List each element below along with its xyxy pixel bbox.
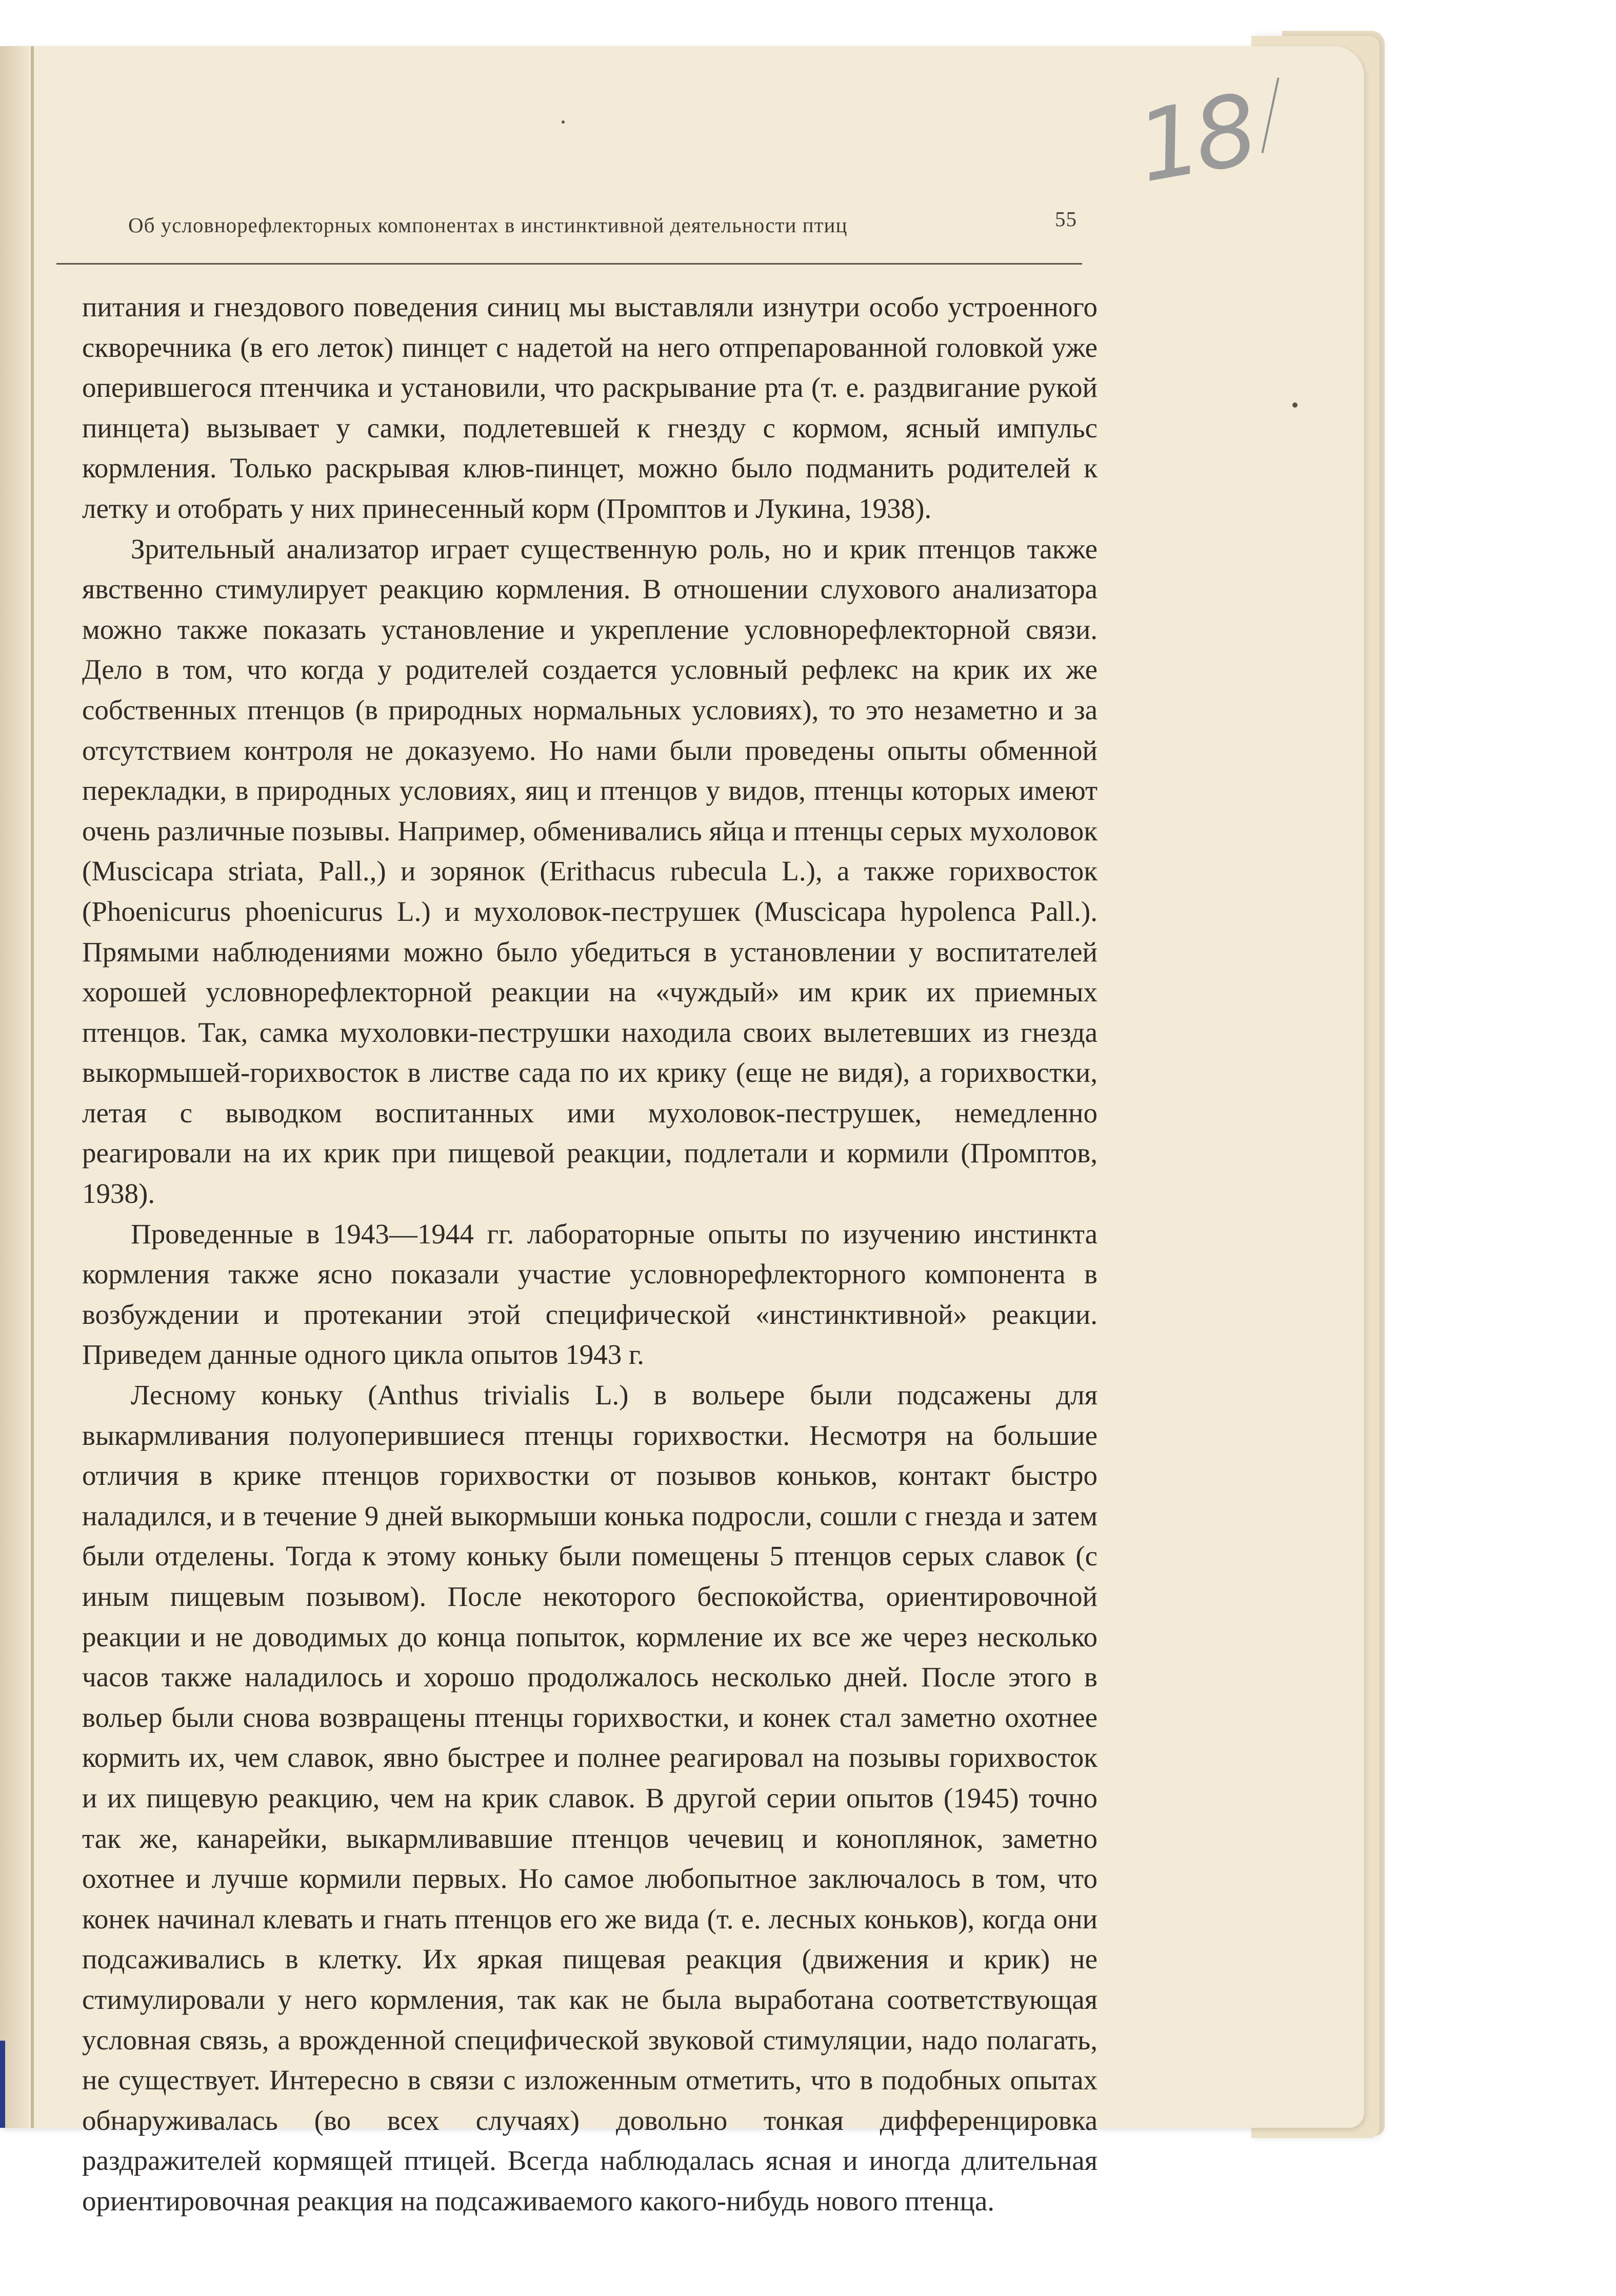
article-body	[82, 287, 1098, 2222]
paper-speck	[1292, 402, 1298, 408]
running-header	[128, 207, 1077, 244]
paragraph: Зрительный анализатор играет существенную роль, но и крик птенцов также явственно стимулирует реакцию кормления. В отношении слухового анализатора можно также показать установление и укрепление условнорефлекторной связи. Дело в том, что когда у родителей создается условный рефлекс на крик их же собственных птенцов (в природных нормальных условиях), то это незаметно и за отсутствием контроля не доказуемо. Но нами были проведены опыты обменной перекладки, в природных условиях, яиц и птенцов у видов, птенцы которых имеют очень различные позывы. Например, обменивались яйца и птенцы серых мухоловок (Muscicapa striata, Pall.,) и зорянок (Erithacus rubecula L.), а также горихвосток (Phoenicurus phoenicurus L.) и мухоловок-пеструшек (Muscicapa hypolenca Pall.). Прямыми наблюдениями можно было убедиться в установлении у воспитателей хорошей условнорефлекторной реакции на «чуждый» им крик их приемных птенцов. Так, самка мухоловки-пеструшки находила своих вылетевших из гнезда выкормышей-горихвосток в листве сада по их крику (еще не видя), а горихвостки, летая с выводком воспитанных ими мухоловок-пеструшек, немедленно реагировали на их крик при пищевой реакции, подлетали и кормили (Промптов, 1938).	[82, 533, 1098, 1210]
paper-speck	[562, 120, 565, 124]
page-number: 55	[1055, 207, 1077, 231]
paragraph: Лесному коньку (Anthus trivialis L.) в вольере были подсажены для выкармливания полуоперившиеся птенцы горихвостки. Несмотря на большие отличия в крике птенцов горихвостки от позывов коньков, контакт быстро наладился, и в течение 9 дней выкормыши конька подросли, сошли с гнезда и затем были отделены. Тогда к этому коньку были помещены 5 птенцов серых славок (с иным пищевым позывом). После некоторого беспокойства, ориентировочной реакции и не доводимых до конца попыток, кормление их все же через несколько часов также наладилось и хорошо продолжалось несколько дней. После этого в вольер были снова возвращены птенцы горихвостки, и конек стал заметно охотнее кормить их, чем славок, явно быстрее и полнее реагировал на позывы горихвосток и их пищевую реакцию, чем на крик славок. В другой серии опытов (1945) точно так же, канарейки, выкармливавшие птенцов чечевиц и коноплянок, заметно охотнее и лучше кормили первых. Но самое любопытное заключалось в том, что конек начинал клевать и гнать птенцов его же вида (т. е. лесных коньков), когда они подсаживались в клетку. Их яркая пищевая реакция (движения и крик) не стимулировали у него кормления, так как не была выработана соответствующая условная связь, а врожденной специфической звуковой стимуляции, надо полагать, не существует. Интересно в связи с изложенным отметить, что в подобных опытах обнаруживалась (во всех случаях) довольно тонкая дифференцировка раздражителей кормящей птицей. Всегда наблюдалась ясная и иногда длительная ориентировочная реакция на подсаживаемого какого-нибудь нового птенца.	[82, 1379, 1098, 2217]
cover-edge	[0, 2041, 5, 2128]
header-rule	[56, 263, 1082, 265]
binding-line	[31, 46, 34, 2128]
paragraph: Проведенные в 1943—1944 гг. лабораторные опыты по изучению инстинкта кормления также ясно показали участие условнорефлекторного компонента в возбуждении и протекании этой специфической «инстинктивной» реакции. Приведем данные одного цикла опытов 1943 г.	[82, 1218, 1098, 1371]
pencil-annotation: 18	[1129, 72, 1261, 205]
paragraph: питания и гнездового поведения синиц мы выставляли изнутри особо устроенного скворечника (в его леток) пинцет с надетой на него отпрепарованной головкой уже оперившегося птенчика и установили, что раскрывание рта (т. е. раздвигание рукой пинцета) вызывает у самки, подлетевшей к гнезду с кормом, ясный импульс кормления. Только раскрывая клюв-пинцет, можно было подманить родителей к летку и отобрать у них принесенный корм (Промптов и Лукина, 1938).	[82, 291, 1098, 524]
page-gutter	[0, 46, 29, 2128]
running-title: Об условнорефлекторных компонентах в инстинктивной деятельности птиц	[128, 213, 848, 237]
